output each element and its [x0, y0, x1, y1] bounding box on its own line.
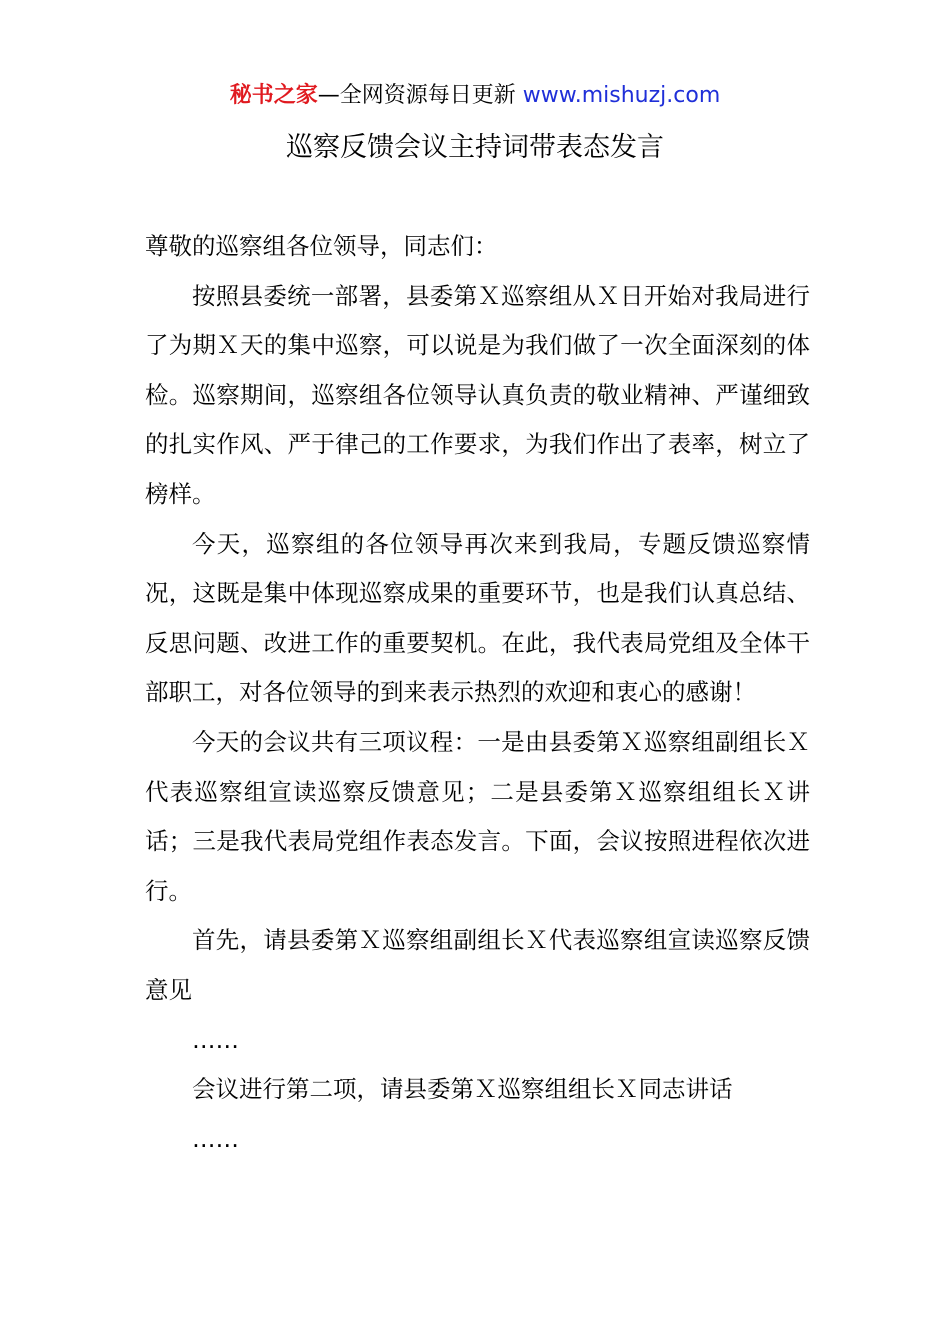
salutation: 尊敬的巡察组各位领导，同志们：: [145, 232, 498, 260]
paragraph-item-one: 首先，请县委第Ｘ巡察组副组长Ｘ代表巡察组宣读巡察反馈意见: [145, 926, 810, 1004]
ellipsis-one: ……: [192, 1025, 239, 1054]
document-body: [145, 222, 810, 1164]
site-url[interactable]: www.mishuzj.com: [522, 83, 721, 108]
paragraph-item-two: 会议进行第二项，请县委第Ｘ巡察组组长Ｘ同志讲话: [192, 1075, 733, 1104]
paragraph-agenda: 今天的会议共有三项议程：一是由县委第Ｘ巡察组副组长Ｘ代表巡察组宣读巡察反馈意见；二是县委第Ｘ巡察组组长Ｘ讲话；三是我代表局党组作表态发言。下面，会议按照进程依次进行。: [145, 727, 810, 905]
site-header: [0, 80, 950, 112]
document-title: 巡察反馈会议主持词带表态发言: [286, 132, 664, 163]
paragraph-welcome: 今天，巡察组的各位领导再次来到我局，专题反馈巡察情况，这既是集中体现巡察成果的重要环节，也是我们认真总结、反思问题、改进工作的重要契机。在此，我代表局党组及全体干部职工，对各位领导的到来表示热烈的欢迎和衷心的感谢！: [145, 529, 810, 707]
ellipsis-two: ……: [192, 1124, 239, 1153]
brand-name: 秘书之家: [229, 83, 318, 108]
header-slogan: —全网资源每日更新: [317, 83, 523, 108]
paragraph-intro: 按照县委统一部署，县委第Ｘ巡察组从Ｘ日开始对我局进行了为期Ｘ天的集中巡察，可以说是为我们做了一次全面深刻的体检。巡察期间，巡察组各位领导认真负责的敬业精神、严谨细致的扎实作风、严于律己的工作要求，为我们作出了表率，树立了榜样。: [145, 281, 810, 508]
